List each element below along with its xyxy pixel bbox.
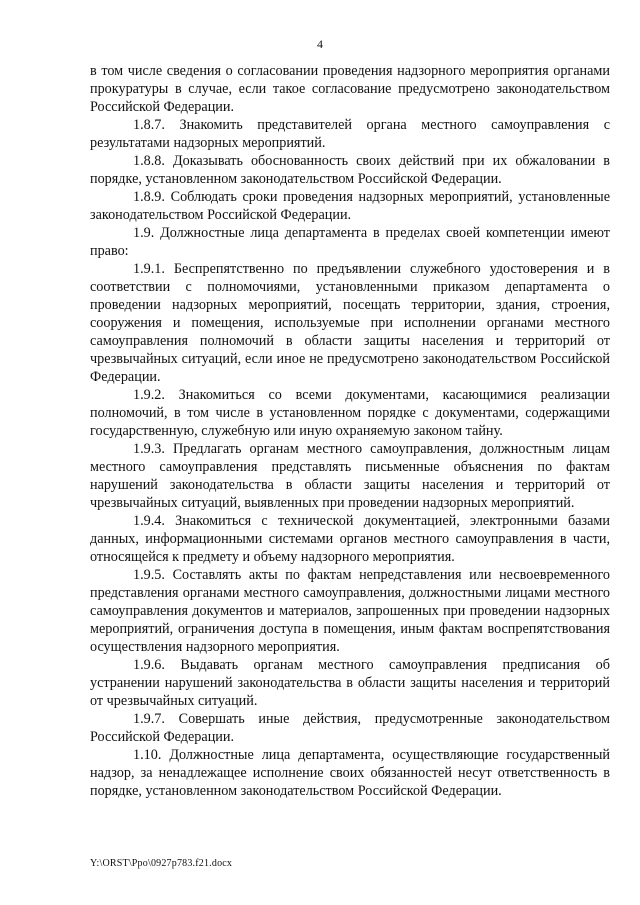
paragraph-1-9-1: 1.9.1. Беспрепятственно по предъявлении служебного удостоверения и в соответствии с полномочиями, установленными приказом департамента о проведении надзорных мероприятий, посещать территории, здания, строения, сооружения и помещения, используемые при исполнении органами местного самоуправления полномочий в области защиты населения и территорий от чрезвычайных ситуаций, если иное не предусмотрено законодательством Российской Федерации.	[90, 261, 610, 385]
paragraph-1-9: 1.9. Должностные лица департамента в пределах своей компетенции имеют право:	[90, 225, 610, 259]
paragraph-1-9-6: 1.9.6. Выдавать органам местного самоуправления предписания об устранении нарушений законодательства в области защиты населения и территорий от чрезвычайных ситуаций.	[90, 657, 610, 709]
paragraph-1-9-4: 1.9.4. Знакомиться с технической документацией, электронными базами данных, информационными системами органов местного самоуправления в части, относящейся к предмету и объему надзорного мероприятия.	[90, 513, 610, 565]
paragraph-1-10: 1.10. Должностные лица департамента, осуществляющие государственный надзор, за ненадлежащее исполнение своих обязанностей несут ответственность в порядке, установленном законодательством Российской Федерации.	[90, 747, 610, 799]
page-number: 4	[317, 37, 323, 51]
paragraph-1-8-8: 1.8.8. Доказывать обоснованность своих действий при их обжаловании в порядке, установленном законодательством Российской Федерации.	[90, 153, 610, 187]
paragraph-1-9-7: 1.9.7. Совершать иные действия, предусмотренные законодательством Российской Федерации.	[90, 711, 610, 745]
paragraph-1-9-5: 1.9.5. Составлять акты по фактам непредставления или несвоевременного представления органами местного самоуправления, должностными лицами местного самоуправления документов и материалов, запрошенных при проведении надзорных мероприятий, ограничения доступа в помещения, иным фактам воспрепятствования осуществления надзорного мероприятия.	[90, 567, 610, 655]
paragraph-1-8-7: 1.8.7. Знакомить представителей органа местного самоуправления с результатами надзорных мероприятий.	[90, 117, 610, 151]
paragraph-continuation: в том числе сведения о согласовании проведения надзорного мероприятия органами прокуратуры в случае, если такое согласование предусмотрено законодательством Российской Федерации.	[90, 63, 610, 115]
document-body	[90, 62, 610, 800]
paragraph-1-9-2: 1.9.2. Знакомиться со всеми документами, касающимися реализации полномочий, в том числе в установленном порядке с документами, содержащими государственную, служебную или иную охраняемую законом тайну.	[90, 387, 610, 439]
paragraph-1-9-3: 1.9.3. Предлагать органам местного самоуправления, должностным лицам местного самоуправления представлять письменные объяснения по фактам нарушений законодательства в области защиты населения и территорий от чрезвычайных ситуаций, выявленных при проведении надзорных мероприятий.	[90, 441, 610, 511]
paragraph-1-8-9: 1.8.9. Соблюдать сроки проведения надзорных мероприятий, установленные законодательством Российской Федерации.	[90, 189, 610, 223]
file-path-footer: Y:\ORST\Ppo\0927p783.f21.docx	[90, 858, 233, 869]
